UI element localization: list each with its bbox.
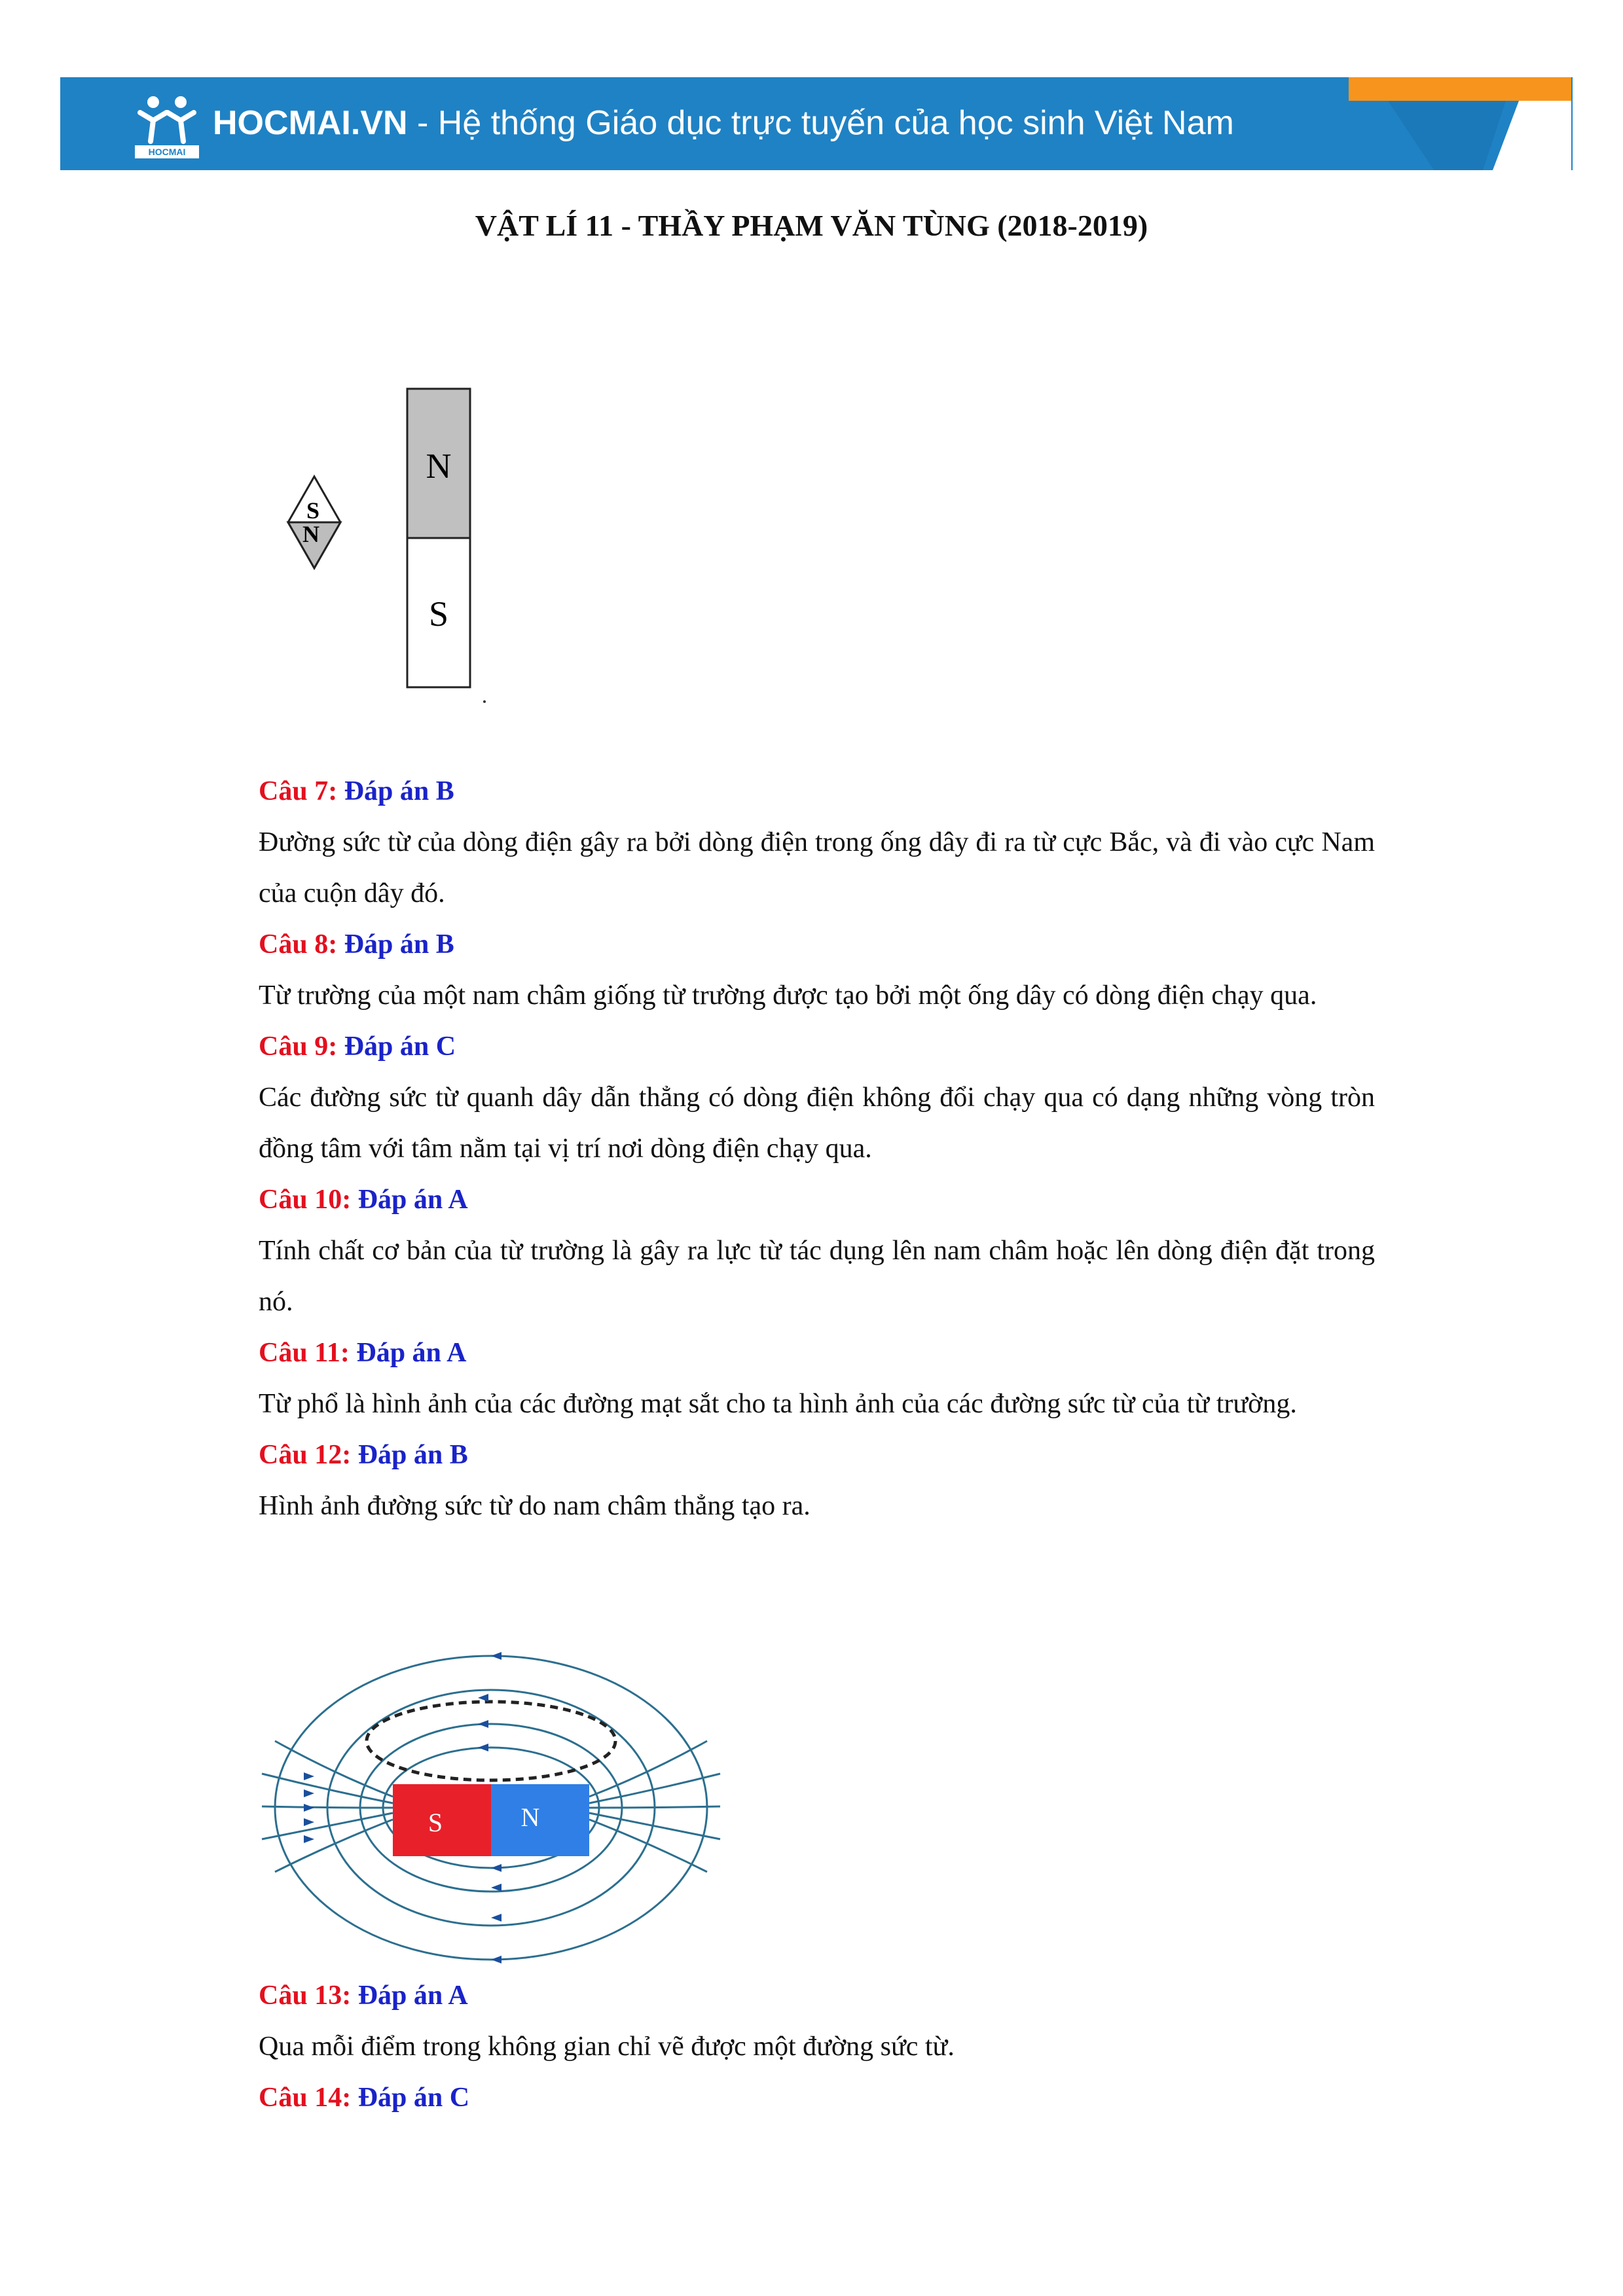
brand-name: HOCMAI.VN	[213, 104, 408, 142]
banner-decoration	[1349, 77, 1571, 170]
magnet-field-lines-figure	[255, 1636, 727, 1977]
bar-magnet-colored	[393, 1784, 589, 1856]
magnet-north-label: N	[520, 1803, 540, 1832]
question-label: Câu 10:	[259, 1185, 352, 1215]
answer-label: Đáp án A	[357, 1185, 468, 1215]
answer-label: Đáp án C	[344, 1031, 456, 1062]
question-9-heading	[259, 1021, 1375, 1072]
question-10-heading	[259, 1174, 1375, 1225]
magnet-south-label: S	[428, 1808, 443, 1837]
answers-section-2	[259, 1970, 1375, 2123]
answers-section	[259, 766, 1375, 1532]
magnet-n-label: N	[426, 446, 452, 486]
answer-label: Đáp án A	[356, 1338, 467, 1368]
magnet-s-label: S	[428, 594, 449, 634]
question-14-heading	[259, 2072, 1375, 2123]
answer-label: Đáp án A	[357, 1981, 468, 2011]
question-label: Câu 13:	[259, 1981, 352, 2011]
answer-label: Đáp án C	[357, 2083, 470, 2113]
brand-tagline: - Hệ thống Giáo dục trực tuyến của học sinh Việt Nam	[407, 104, 1234, 142]
question-7-explanation: Đường sức từ của dòng điện gây ra bởi dòng điện trong ống dây đi ra từ cực Bắc, và đi vào cực Nam của cuộn dây đó.	[259, 827, 1375, 908]
question-label: Câu 7:	[259, 776, 338, 806]
question-10-explanation: Tính chất cơ bản của từ trường là gây ra lực từ tác dụng lên nam châm hoặc lên dòng điện đặt trong nó.	[259, 1236, 1375, 1317]
answer-label: Đáp án B	[344, 929, 454, 960]
question-8-heading	[259, 919, 1375, 970]
answer-label: Đáp án B	[344, 776, 454, 806]
question-8-explanation: Từ trường của một nam châm giống từ trường được tạo bởi một ống dây có dòng điện chạy qua.	[259, 980, 1317, 1011]
question-9-explanation: Các đường sức từ quanh dây dẫn thẳng có dòng điện không đổi chạy qua có dạng những vòng tròn đồng tâm với tâm nằm tại vị trí nơi dòng điện chạy qua.	[259, 1083, 1375, 1164]
question-label: Câu 8:	[259, 929, 338, 960]
question-11-explanation: Từ phổ là hình ảnh của các đường mạt sắt cho ta hình ảnh của các đường sức từ của từ trường.	[259, 1389, 1297, 1419]
compass-needle	[288, 476, 340, 568]
compass-s-label: S	[306, 497, 320, 524]
question-label: Câu 14:	[259, 2083, 352, 2113]
page-title: VẬT LÍ 11 - THẦY PHẠM VĂN TÙNG (2018-2019)	[475, 209, 1148, 242]
question-label: Câu 9:	[259, 1031, 338, 1062]
question-12-explanation: Hình ảnh đường sức từ do nam châm thẳng tạo ra.	[259, 1491, 811, 1521]
hocmai-logo-icon	[131, 90, 203, 162]
question-7-heading	[259, 766, 1375, 817]
answer-label: Đáp án B	[357, 1440, 468, 1470]
logo-text: HOCMAI	[148, 147, 186, 157]
banner-title	[213, 103, 1234, 143]
question-13-explanation: Qua mỗi điểm trong không gian chỉ vẽ được một đường sức từ.	[259, 2032, 955, 2062]
question-label: Câu 12:	[259, 1440, 352, 1470]
bar-magnet	[407, 389, 470, 687]
compass-n-label: N	[302, 521, 319, 547]
question-11-heading	[259, 1327, 1375, 1378]
question-label: Câu 11:	[259, 1338, 350, 1368]
question-13-heading	[259, 1970, 1375, 2021]
compass-magnet-figure	[275, 380, 511, 720]
question-12-heading	[259, 1429, 1375, 1480]
